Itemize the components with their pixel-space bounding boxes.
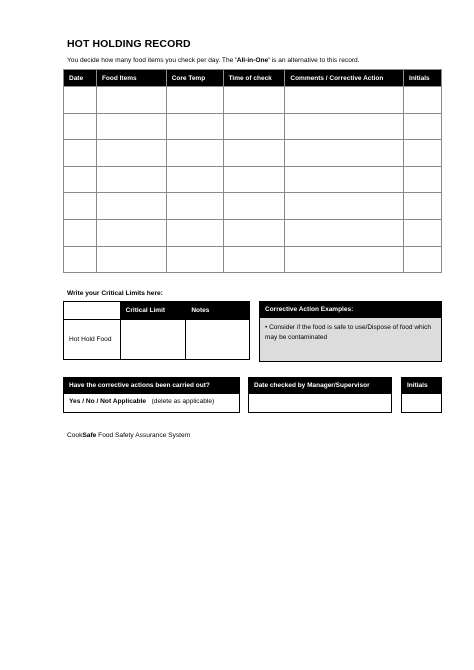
table-cell[interactable] (404, 87, 442, 114)
column-header-date: Date (64, 70, 97, 87)
table-cell[interactable] (285, 246, 404, 273)
table-cell[interactable] (166, 193, 223, 220)
intro-after: is an alternative to this record. (269, 57, 360, 64)
table-cell[interactable] (166, 87, 223, 114)
initials-heading: Initials (402, 378, 441, 394)
critical-limit-cell[interactable] (120, 320, 186, 360)
table-cell[interactable] (96, 140, 166, 167)
column-header-food-items: Food Items (96, 70, 166, 87)
table-cell[interactable] (166, 140, 223, 167)
table-cell[interactable] (223, 87, 285, 114)
table-cell[interactable] (223, 140, 285, 167)
table-cell[interactable] (96, 246, 166, 273)
column-header-time-of-check: Time of check (223, 70, 285, 87)
table-cell[interactable] (223, 113, 285, 140)
question-answer-field[interactable] (64, 394, 239, 405)
critical-limits-table (63, 301, 250, 360)
table-cell[interactable] (285, 166, 404, 193)
table-cell[interactable] (404, 193, 442, 220)
manager-check-heading: Date checked by Manager/Supervisor (249, 378, 391, 394)
footer-brand-bold: Safe (82, 432, 97, 439)
footer-text (67, 432, 190, 439)
table-cell[interactable] (404, 246, 442, 273)
table-cell[interactable] (166, 246, 223, 273)
initials-box (401, 377, 442, 413)
table-cell[interactable] (223, 219, 285, 246)
table-cell[interactable] (96, 219, 166, 246)
question-heading: Have the corrective actions been carried out? (64, 378, 239, 394)
critical-limits-header-row (64, 302, 250, 320)
table-body (64, 87, 442, 273)
table-cell[interactable] (285, 193, 404, 220)
table-cell[interactable] (166, 113, 223, 140)
table-cell[interactable] (64, 219, 97, 246)
table-cell[interactable] (223, 193, 285, 220)
table-cell[interactable] (64, 113, 97, 140)
corrective-action-heading: Corrective Action Examples: (260, 302, 441, 318)
column-header-comments: Comments / Corrective Action (285, 70, 404, 87)
initials-field[interactable] (402, 394, 441, 411)
table-cell[interactable] (404, 140, 442, 167)
table-row (64, 140, 442, 167)
critical-limits-corner (64, 302, 121, 320)
page-title: HOT HOLDING RECORD (67, 38, 191, 50)
column-header-notes: Notes (186, 302, 250, 320)
table-row (64, 219, 442, 246)
critical-limits-row (64, 320, 250, 360)
table-cell[interactable] (96, 193, 166, 220)
table-header-row (64, 70, 442, 87)
table-cell[interactable] (404, 113, 442, 140)
table-row (64, 87, 442, 114)
table-cell[interactable] (64, 193, 97, 220)
table-cell[interactable] (64, 87, 97, 114)
manager-check-field[interactable] (249, 394, 391, 411)
hot-holding-record-table (63, 69, 442, 273)
table-cell[interactable] (166, 166, 223, 193)
table-row (64, 193, 442, 220)
corrective-action-text: • Consider if the food is safe to use/Dispose of food which may be contaminated (265, 324, 431, 341)
table-cell[interactable] (96, 166, 166, 193)
table-cell[interactable] (64, 246, 97, 273)
table-cell[interactable] (223, 246, 285, 273)
table-cell[interactable] (285, 140, 404, 167)
footer-prefix: Cook (67, 432, 83, 439)
manager-check-box (248, 377, 392, 413)
table-row (64, 166, 442, 193)
column-header-core-temp: Core Temp (166, 70, 223, 87)
column-header-initials: Initials (404, 70, 442, 87)
table-cell[interactable] (285, 219, 404, 246)
table-cell[interactable] (64, 166, 97, 193)
intro-text (67, 57, 360, 64)
table-cell[interactable] (96, 113, 166, 140)
critical-limits-heading: Write your Critical Limits here: (67, 290, 163, 297)
table-cell[interactable] (285, 113, 404, 140)
table-cell[interactable] (223, 166, 285, 193)
intro-before: You decide how many food items you check per day. The (67, 57, 236, 64)
footer-rest: Food Safety Assurance System (96, 432, 191, 439)
table-row (64, 246, 442, 273)
table-cell[interactable] (404, 166, 442, 193)
table-cell[interactable] (64, 140, 97, 167)
answer-options: Yes / No / Not Applicable (69, 398, 147, 405)
intro-emphasis: 'All-in-One' (235, 57, 270, 64)
column-header-critical-limit: Critical Limit (120, 302, 186, 320)
table-cell[interactable] (96, 87, 166, 114)
table-cell[interactable] (404, 219, 442, 246)
table-cell[interactable] (285, 87, 404, 114)
hot-hold-food-label: Hot Hold Food (64, 320, 121, 360)
corrective-action-examples-box (259, 301, 442, 362)
answer-note: (delete as applicable) (151, 398, 215, 405)
table-cell[interactable] (166, 219, 223, 246)
corrective-actions-question-box (63, 377, 240, 413)
notes-cell[interactable] (186, 320, 250, 360)
table-row (64, 113, 442, 140)
